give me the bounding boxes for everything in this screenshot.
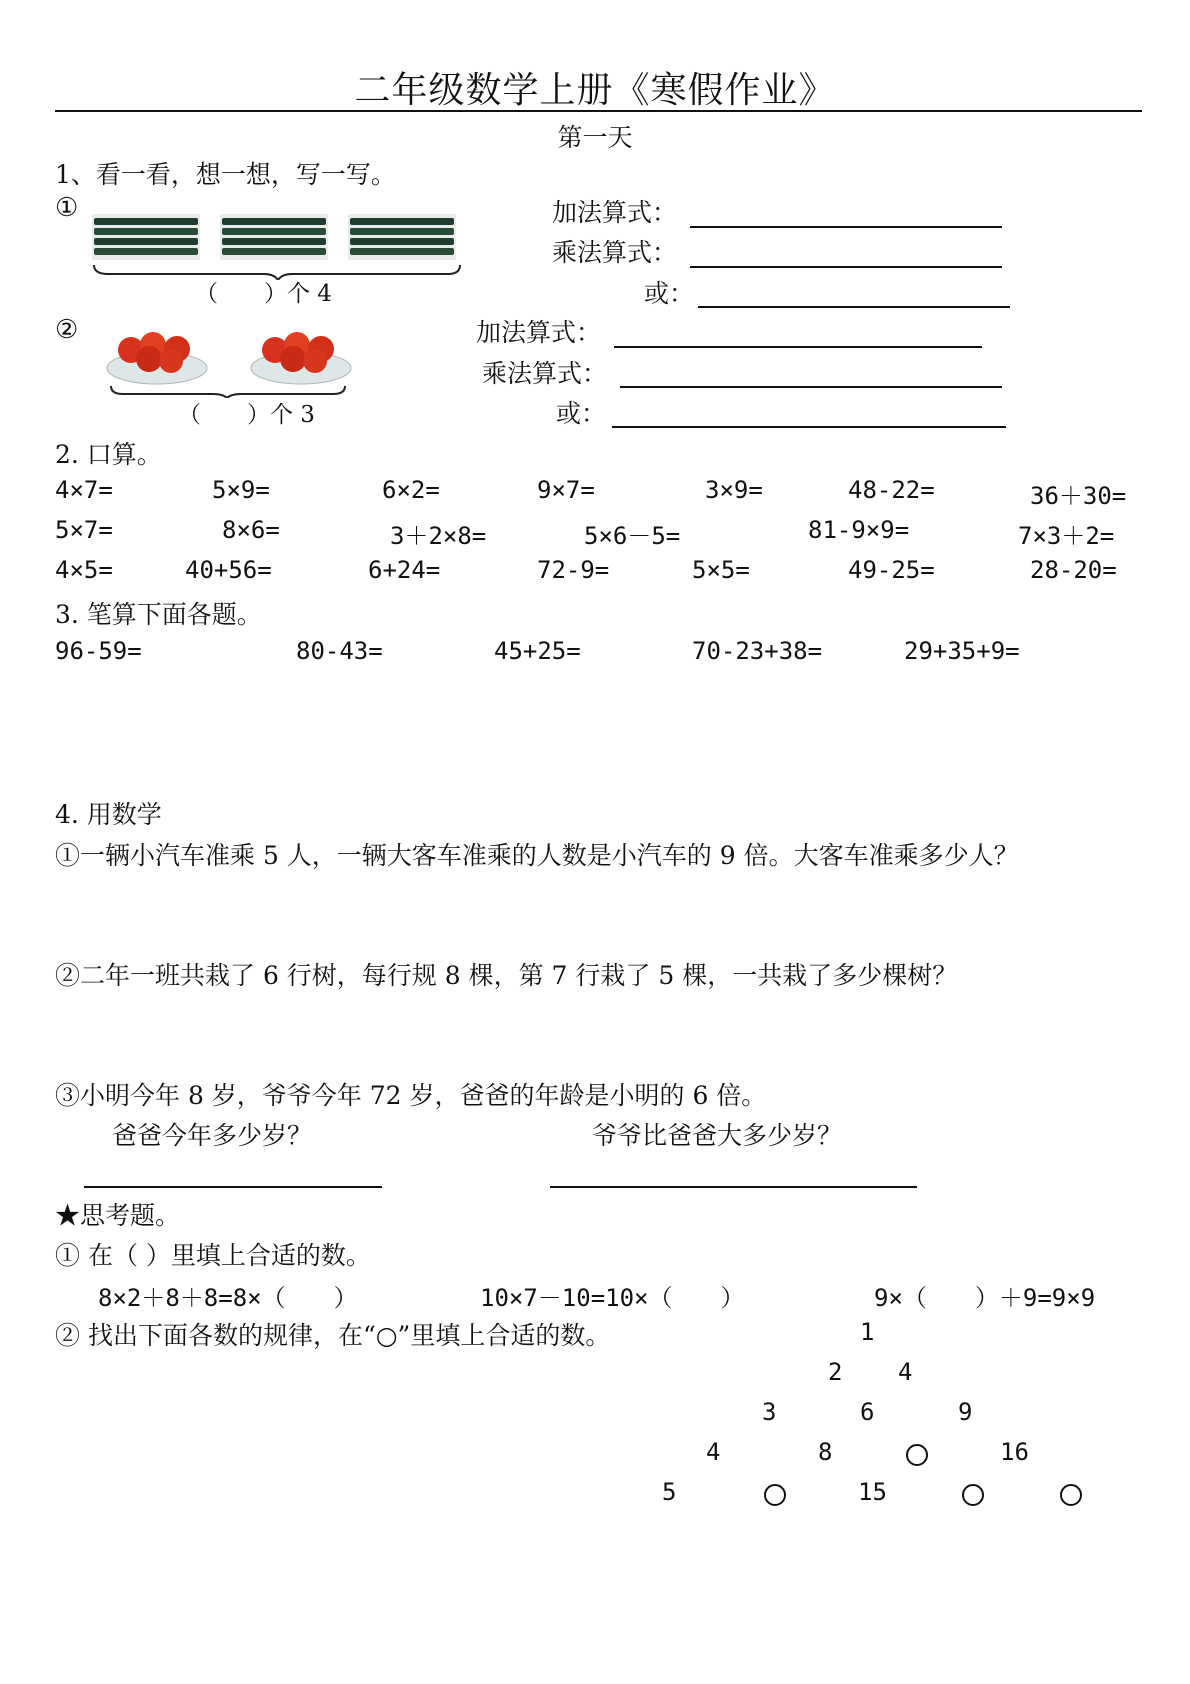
word-problem-2: ②二年一班共栽了 6 行树，每行规 8 棵，第 7 行栽了 5 棵，一共栽了多少棵树？ (55, 961, 958, 990)
answer-line[interactable] (690, 226, 1002, 228)
think-p1: ① 在（ ）里填上合适的数。 (55, 1241, 371, 1270)
oral-item: 6×2= (382, 476, 440, 504)
q1-p1-add-label: 加法算式： (552, 198, 678, 227)
q1-p2-caption: （ ）个 3 (178, 402, 315, 428)
pyramid-number: 4 (706, 1438, 721, 1466)
oral-item: 72-9= (537, 556, 610, 584)
oral-item: 3×9= (705, 476, 763, 504)
written-calc-item: 70-23+38= (692, 637, 823, 665)
q2-heading: 2. 口算。 (55, 440, 162, 469)
word-problem-3: ③小明今年 8 岁，爷爷今年 72 岁，爸爸的年龄是小明的 6 倍。 (55, 1081, 767, 1110)
pyramid-number: 4 (898, 1358, 913, 1386)
pencil-bundle-icon (220, 214, 328, 260)
q1-p1-or-label: 或： (644, 279, 695, 308)
think-heading: ★思考题。 (55, 1201, 181, 1230)
oral-item: 5×5= (692, 556, 750, 584)
written-calc-item: 29+35+9= (904, 637, 1020, 665)
apple-plate-icon (107, 332, 207, 384)
pyramid-number: 15 (858, 1478, 887, 1506)
page-title: 二年级数学上册《寒假作业》 (354, 70, 836, 111)
pyramid-number: 3 (762, 1398, 777, 1426)
word-problem-3b: 爷爷比爸爸大多少岁？ (592, 1121, 843, 1150)
think-p2: ② 找出下面各数的规律，在“○”里填上合适的数。 (55, 1321, 611, 1350)
word-problem-1: ①一辆小汽车准乘 5 人，一辆大客车准乘的人数是小汽车的 9 倍。大客车准乘多少人？ (55, 841, 1019, 870)
pyramid-number: 16 (1000, 1438, 1029, 1466)
answer-line[interactable] (84, 1186, 382, 1188)
oral-item: 49-25= (848, 556, 935, 584)
page-subtitle: 第一天 (557, 123, 633, 152)
blank-circle-icon[interactable] (764, 1484, 786, 1506)
q1-p2-marker: ② (55, 315, 79, 345)
q1-p2-or-label: 或： (556, 399, 607, 428)
oral-item: 40+56= (185, 556, 272, 584)
q1-p1-marker: ① (55, 193, 79, 223)
q4-heading: 4. 用数学 (55, 800, 162, 829)
pencil-bundle-icon (92, 214, 200, 260)
pyramid-number: 2 (828, 1358, 843, 1386)
apples-image (105, 318, 365, 398)
word-problem-3a: 爸爸今年多少岁？ (112, 1121, 313, 1150)
blank-circle-icon[interactable] (906, 1444, 928, 1466)
oral-item: 9×7= (537, 476, 595, 504)
q3-heading: 3. 笔算下面各题。 (55, 600, 262, 629)
oral-item: 4×7= (55, 476, 113, 504)
written-calc-item: 45+25= (494, 637, 581, 665)
q1-p1-mul-label: 乘法算式： (552, 238, 678, 267)
oral-item: 5×6－5= (584, 522, 681, 550)
oral-item: 48-22= (848, 476, 935, 504)
oral-item: 81-9×9= (808, 516, 910, 544)
answer-line[interactable] (690, 266, 1002, 268)
oral-item: 4×5= (55, 556, 113, 584)
oral-item: 5×9= (212, 476, 270, 504)
answer-line[interactable] (612, 426, 1006, 428)
answer-line[interactable] (698, 306, 1010, 308)
blank-circle-icon[interactable] (1060, 1484, 1082, 1506)
q1-heading: 1、看一看，想一想，写一写。 (55, 160, 396, 189)
oral-item: 5×7= (55, 516, 113, 544)
written-calc-item: 96-59= (55, 637, 142, 665)
pencils-image (88, 210, 468, 280)
fill-equation: 10×7－10=10×（ ） (480, 1284, 745, 1312)
pyramid-number: 9 (958, 1398, 973, 1426)
oral-item: 36＋30= (1030, 482, 1127, 510)
oral-item: 3＋2×8= (390, 522, 487, 550)
pyramid-number: 5 (662, 1478, 677, 1506)
fill-equation: 9×（ ）＋9=9×9 (874, 1284, 1096, 1312)
pyramid-number: 1 (860, 1318, 875, 1346)
answer-line[interactable] (620, 386, 1002, 388)
oral-item: 8×6= (222, 516, 280, 544)
oral-item: 7×3＋2= (1018, 522, 1115, 550)
q1-p2-mul-label: 乘法算式： (482, 359, 608, 388)
q1-p2-add-label: 加法算式： (476, 318, 602, 347)
q1-p1-caption: （ ）个 4 (195, 281, 332, 307)
fill-equation: 8×2＋8＋8=8×（ ） (98, 1284, 358, 1312)
oral-item: 6+24= (368, 556, 441, 584)
pencil-bundle-icon (348, 214, 456, 260)
pyramid-number: 8 (818, 1438, 833, 1466)
pyramid-number: 6 (860, 1398, 875, 1426)
blank-circle-icon[interactable] (962, 1484, 984, 1506)
title-rule (55, 110, 1142, 112)
answer-line[interactable] (614, 346, 982, 348)
written-calc-item: 80-43= (296, 637, 383, 665)
apple-plate-icon (251, 332, 351, 384)
answer-line[interactable] (550, 1186, 917, 1188)
oral-item: 28-20= (1030, 556, 1117, 584)
